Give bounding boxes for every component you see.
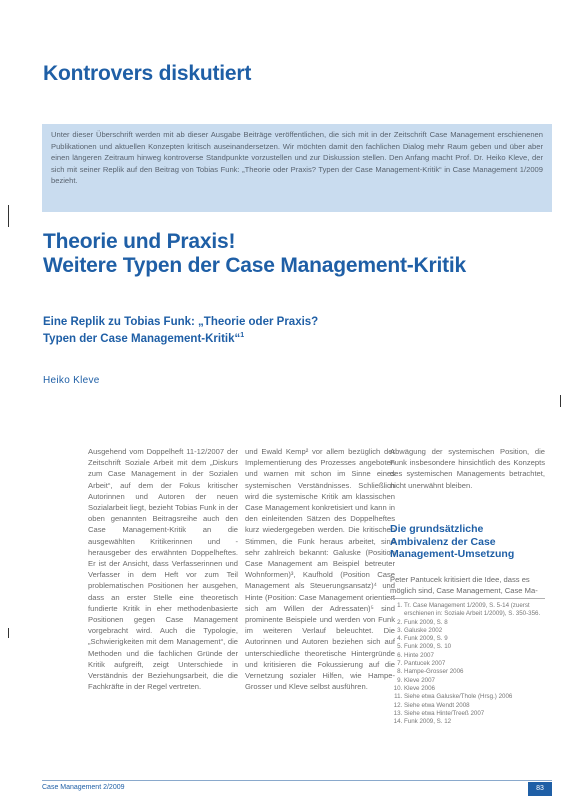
footnote: 3. Galuske 2002 [404, 627, 550, 635]
footer-divider [42, 780, 552, 781]
intro-text: Unter dieser Überschrift werden mit ab dieser Ausgabe Beiträge veröffentlichen, die sich mit in der Zeitschrift Case Management erschienenen Publikationen und aktuellen Konzepten kritisch auseinandersetzen. Wir möchten damit den fachlichen Dialog mehr Raum geben und über aber einen längeren Zeitraum hinweg kontroverse Standpunkte vorzustellen und zur Diskussion stellen. Den Anfang macht Prof. Dr. Heiko Kleve, der sich mit seiner Replik auf den Beitrag von Tobias Funk: „Theorie oder Praxis? Typen der Case Management-Kritik“ in Case Management 1/2009 bezieht. [51, 130, 543, 186]
footnote: 7. Pantucek 2007 [404, 660, 550, 668]
footer-journal-issue: Case Management 2/2009 [42, 784, 125, 791]
margin-mark [8, 628, 9, 638]
subtitle-footnote-marker: 1 [240, 332, 245, 339]
body-column-3-continued: Peter Pantucek kritisiert die Idee, dass es möglich sind, Case Management, Case Ma- [390, 575, 538, 596]
main-title-line1: Theorie und Praxis! [43, 230, 236, 253]
margin-mark [560, 395, 561, 407]
body-column-3: Abwägung der systemischen Position, die Funk insbesondere hinsichtlich des Konzepts des systemischen Managements betrachtet, nicht unerwähnt bleiben. [390, 447, 545, 490]
subtitle-line1: Eine Replik zu Tobias Funk: „Theorie oder Praxis? [43, 316, 319, 328]
footnote: 2. Funk 2009, S. 8 [404, 619, 550, 627]
footnotes [390, 602, 550, 726]
page-number: 83 [528, 782, 552, 796]
footnote-divider [390, 598, 545, 599]
footnote: 13. Siehe etwa Hinte/Treeß 2007 [404, 710, 550, 718]
footnote: 12. Siehe etwa Wendt 2008 [404, 702, 550, 710]
margin-mark [8, 205, 9, 227]
footnote: 8. Hampe-Grosser 2006 [404, 668, 550, 676]
subtitle-line2: Typen der Case Management-Kritik“ [43, 332, 241, 345]
subtitle [43, 315, 318, 346]
author: Heiko Kleve [43, 375, 100, 386]
footnote: 14. Funk 2009, S. 12 [404, 718, 550, 726]
main-title [43, 230, 466, 278]
footnote: 6. Hinte 2007 [404, 652, 550, 660]
footnote: 10. Kleve 2006 [404, 685, 550, 693]
footnote: 11. Siehe etwa Galuske/Thole (Hrsg.) 2006 [404, 693, 550, 701]
footnote: 5. Funk 2009, S. 10 [404, 643, 550, 651]
column-subheading: Die grundsätzliche Ambivalenz der Case Management-Umsetzung [390, 523, 515, 560]
footnote: 4. Funk 2009, S. 9 [404, 635, 550, 643]
footnote: 1. Tr. Case Management 1/2009, S. 5-14 (zuerst erschienen in: Soziale Arbeit 1/2009), S. 350-356. [404, 602, 550, 619]
body-column-1: Ausgehend vom Doppelheft 11-12/2007 der Zeitschrift Soziale Arbeit mit dem „Diskurs zum Case Management in der Sozialen Arbeit“, auf dem der Fokus kritischer Autorinnen und Autoren der neuen Sozialarbeit liegt, bezieht Tobias Funk in der oben genannten Beitragsreihe auch den Case Management-Kritik an die ausgewählten Kritikerinnen und -herausgeber des erwähnten Doppelheftes. Er ist der Ansicht, dass Verfasserinnen und Verfasser in dem Heft vor zum Teil problematischen Positionen her ausgehen, dass an erster Stelle eine theoretisch fundierte Kritik in eher methodenbasierte Positionen gegen Case Management vorgebracht wird. Auch die Typologie, „Schwierigkeiten mit dem Management“, die Methoden und die fachlichen Gründe der Kritik aufgreift, zeigt Unterschiede in Verständnis der Beziehungsarbeit, die die Fachkräfte in der Regel vertreten. [88, 447, 238, 692]
footnote: 9. Kleve 2007 [404, 677, 550, 685]
section-heading: Kontrovers diskutiert [43, 62, 252, 85]
body-column-2: und Ewald Kemp² vor allem bezüglich der Implementierung des Prozesses angeboten und warnen mit schon im Sinne eines systemischen Verständnisses. Schließlich wird die systemische Kritik am klassischen Case Management konkretisiert und kann in den einleitenden Sätzen des Doppelheftes kurz wiedergegeben werden. Die kritischen Stimmen, die Funk heraus arbeitet, sind sehr zahlreich bekannt: Galuske (Position Case Management am Beispiel betreuter Wohnformen)³, Kaufhold (Position Case Management als Steuerungsansatz)⁴ und Hinte (Position: Case Management orientiert sich am Willen der Adressaten)⁵ sind prominente Beispiele und werden von Funk im weiteren Verlauf beleuchtet. Die Autorinnen und Autoren beziehen sich auf unterschiedliche theoretische Hintergründe und kritisieren die Fokussierung auf die Vernetzung sozialer Hilfen, wie Hampe-Grosser und Kleve selbst ausführen. [245, 447, 395, 692]
main-title-line2: Weitere Typen der Case Management-Kritik [43, 254, 467, 277]
intro-box [42, 124, 552, 212]
